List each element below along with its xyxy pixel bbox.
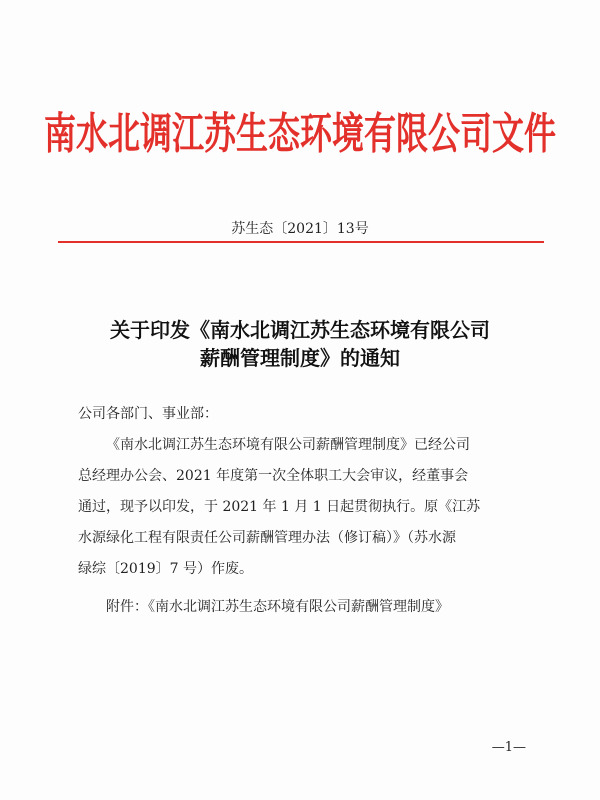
body-line-5: 绿综〔2019〕7 号）作废。 bbox=[78, 561, 253, 577]
notice-title-line-2: 薪酬管理制度》的通知 bbox=[200, 346, 400, 370]
body-line-1: 《南水北调江苏生态环境有限公司薪酬管理制度》已经公司 bbox=[106, 437, 470, 453]
page-number: —1— bbox=[491, 740, 526, 755]
red-divider-line bbox=[58, 241, 544, 243]
notice-title bbox=[50, 316, 550, 372]
body-line-4: 水源绿化工程有限责任公司薪酬管理办法（修订稿）》（苏水源 bbox=[78, 530, 456, 546]
body-line-3: 通过，现予以印发，于 2021 年 1 月 1 日起贯彻执行。原《江苏 bbox=[78, 499, 481, 515]
body-line-2: 总经理办公会、2021 年度第一次全体职工大会审议，经董事会 bbox=[78, 468, 469, 484]
document-number: 苏生态〔2021〕13号 bbox=[231, 221, 369, 237]
body-paragraph bbox=[78, 430, 530, 585]
salutation: 公司各部门、事业部： bbox=[78, 406, 218, 422]
attachment-line: 附件：《南水北调江苏生态环境有限公司薪酬管理制度》 bbox=[106, 599, 449, 615]
notice-title-line-1: 关于印发《南水北调江苏生态环境有限公司 bbox=[110, 318, 490, 342]
document-header-title: 南水北调江苏生态环境有限公司文件 bbox=[43, 108, 556, 160]
